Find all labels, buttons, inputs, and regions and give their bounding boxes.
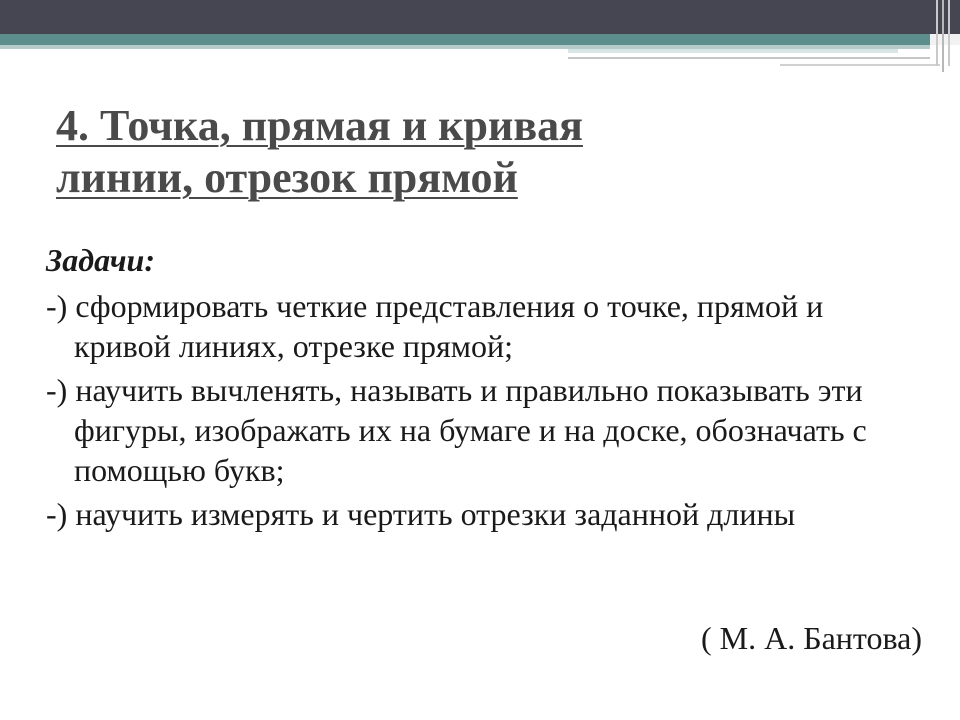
header-vertical-line	[942, 0, 944, 72]
tasks-heading: Задачи:	[46, 242, 155, 278]
task-item: -) сформировать четкие представления о точке, прямой и кривой линиях, отрезке прямой;	[46, 288, 824, 364]
header-band-teal	[0, 34, 930, 45]
header-line	[780, 64, 940, 66]
header-vertical-line	[948, 0, 950, 66]
header-band-dark	[0, 0, 960, 34]
author-citation: ( М. А. Бантова)	[700, 620, 922, 656]
task-item: -) научить измерять и чертить отрезки заданной длины	[46, 496, 796, 532]
header-line	[568, 57, 930, 59]
slide-title-line: 4. Точка, прямая и кривая	[56, 101, 583, 150]
header-vertical-line	[936, 0, 938, 66]
task-item: -) научить вычленять, называть и правильно показывать эти фигуры, изображать их на бумаге и на доске, обозначать с помощью букв;	[46, 372, 867, 488]
header-band-corner	[930, 34, 960, 45]
slide-body	[46, 240, 926, 538]
slide-title	[56, 100, 816, 204]
slide-title-line: линии, отрезок прямой	[56, 153, 518, 202]
header-line	[568, 49, 898, 53]
